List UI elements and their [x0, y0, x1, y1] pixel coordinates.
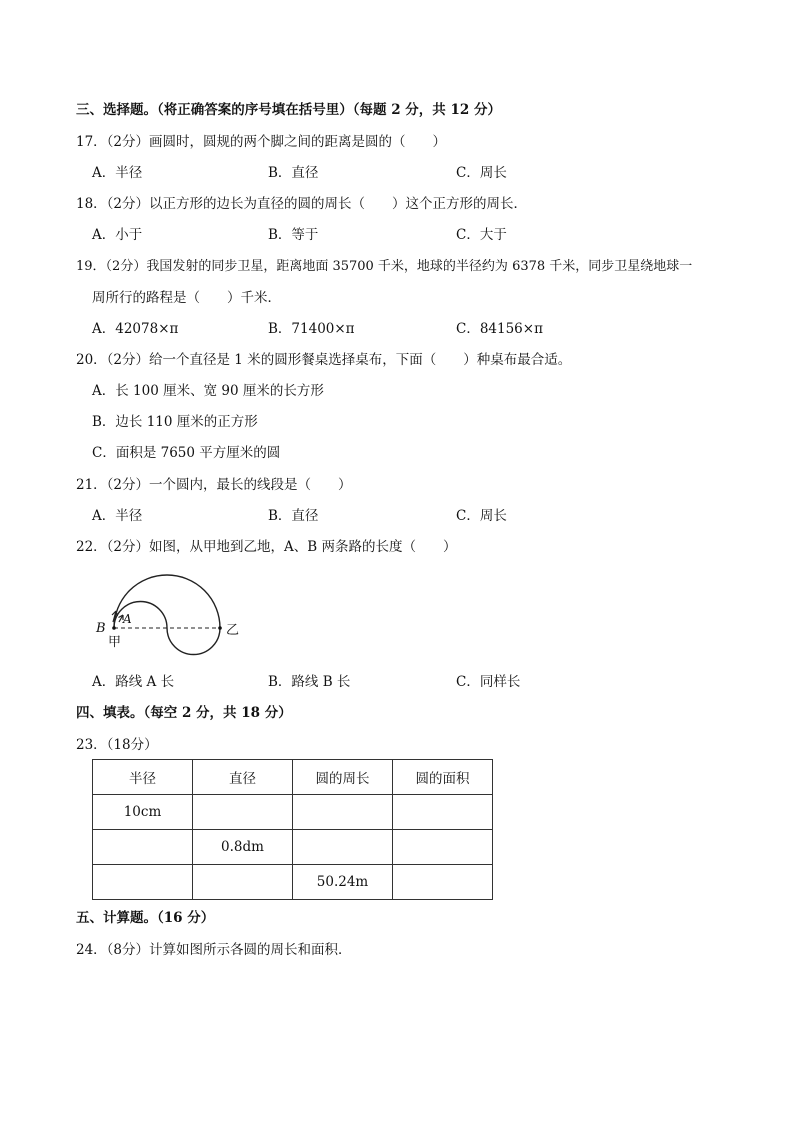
section-4-heading: 四、填表。（每空 2 分，共 18 分）	[76, 705, 292, 721]
table-row	[93, 865, 493, 900]
header-area: 圆的面积	[393, 760, 493, 795]
question-19-option-a: A．42078×π	[92, 321, 179, 337]
table-cell	[93, 865, 193, 900]
question-17-option-b: B．直径	[268, 165, 319, 181]
table-header-row	[93, 760, 493, 795]
table-cell: 0.8dm	[193, 830, 293, 865]
table-row	[93, 795, 493, 830]
label-start-jia: 甲	[108, 635, 122, 650]
question-22-option-b: B．路线 B 长	[268, 674, 351, 690]
route-a-lower-arc	[167, 628, 220, 655]
question-17-option-a: A．半径	[92, 165, 143, 181]
end-point	[218, 626, 222, 630]
question-20-option-a: A．长 100 厘米、宽 90 厘米的长方形	[92, 383, 324, 399]
table-cell: 50.24m	[293, 865, 393, 900]
question-23-stem: 23．（18分）	[76, 737, 158, 753]
table-cell	[293, 795, 393, 830]
section-3-heading: 三、选择题。（将正确答案的序号填在括号里）（每题 2 分，共 12 分）	[76, 102, 501, 118]
table-cell	[193, 865, 293, 900]
route-a-upper-arc	[114, 602, 167, 629]
question-20-option-b: B．边长 110 厘米的正方形	[92, 414, 258, 430]
table-cell: 10cm	[93, 795, 193, 830]
question-18-stem: 18．（2分）以正方形的边长为直径的圆的周长（ ）这个正方形的周长．	[76, 196, 528, 212]
question-21-stem: 21．（2分）一个圆内，最长的线段是（ ）	[76, 477, 352, 493]
start-point	[112, 626, 116, 630]
label-end-yi: 乙	[226, 623, 240, 638]
question-19-stem-line-2: 周所行的路程是（ ）千米．	[92, 290, 281, 306]
question-18-option-a: A．小于	[92, 227, 143, 243]
question-22-stem: 22．（2分）如图，从甲地到乙地，A、B 两条路的长度（ ）	[76, 539, 457, 555]
table-cell	[393, 830, 493, 865]
question-19-option-b: B．71400×π	[268, 321, 355, 337]
question-22-option-a: A．路线 A 长	[92, 674, 175, 690]
table-cell	[93, 830, 193, 865]
question-20-stem: 20．（2分）给一个直径是 1 米的圆形餐桌选择桌布，下面（ ）种桌布最合适。	[76, 352, 572, 368]
table-row	[93, 830, 493, 865]
question-20-option-c: C．面积是 7650 平方厘米的圆	[92, 445, 281, 461]
question-18-option-c: C．大于	[456, 227, 507, 243]
question-17-stem: 17．（2分）画圆时，圆规的两个脚之间的距离是圆的（ ）	[76, 134, 447, 150]
label-b: B	[96, 621, 106, 636]
question-21-option-c: C．周长	[456, 508, 507, 524]
table-cell	[193, 795, 293, 830]
table-cell	[393, 865, 493, 900]
section-5-heading: 五、计算题。（16 分）	[76, 910, 215, 926]
route-diagram	[92, 570, 262, 656]
question-19-stem-line-1: 19．（2分）我国发射的同步卫星，距离地面 35700 千米，地球的半径约为 6378 千米，同步卫星绕地球一	[76, 259, 693, 274]
label-a: A	[123, 612, 132, 626]
question-17-option-c: C．周长	[456, 165, 507, 181]
question-22-option-c: C．同样长	[456, 674, 521, 690]
question-18-option-b: B．等于	[268, 227, 319, 243]
table-cell	[393, 795, 493, 830]
header-diameter: 直径	[193, 760, 293, 795]
circle-fill-table	[92, 759, 493, 900]
table-cell	[293, 830, 393, 865]
question-24-stem: 24．（8分）计算如图所示各圆的周长和面积．	[76, 942, 352, 958]
question-21-option-a: A．半径	[92, 508, 143, 524]
header-radius: 半径	[93, 760, 193, 795]
question-21-option-b: B．直径	[268, 508, 319, 524]
header-circumference: 圆的周长	[293, 760, 393, 795]
question-19-option-c: C．84156×π	[456, 321, 543, 337]
